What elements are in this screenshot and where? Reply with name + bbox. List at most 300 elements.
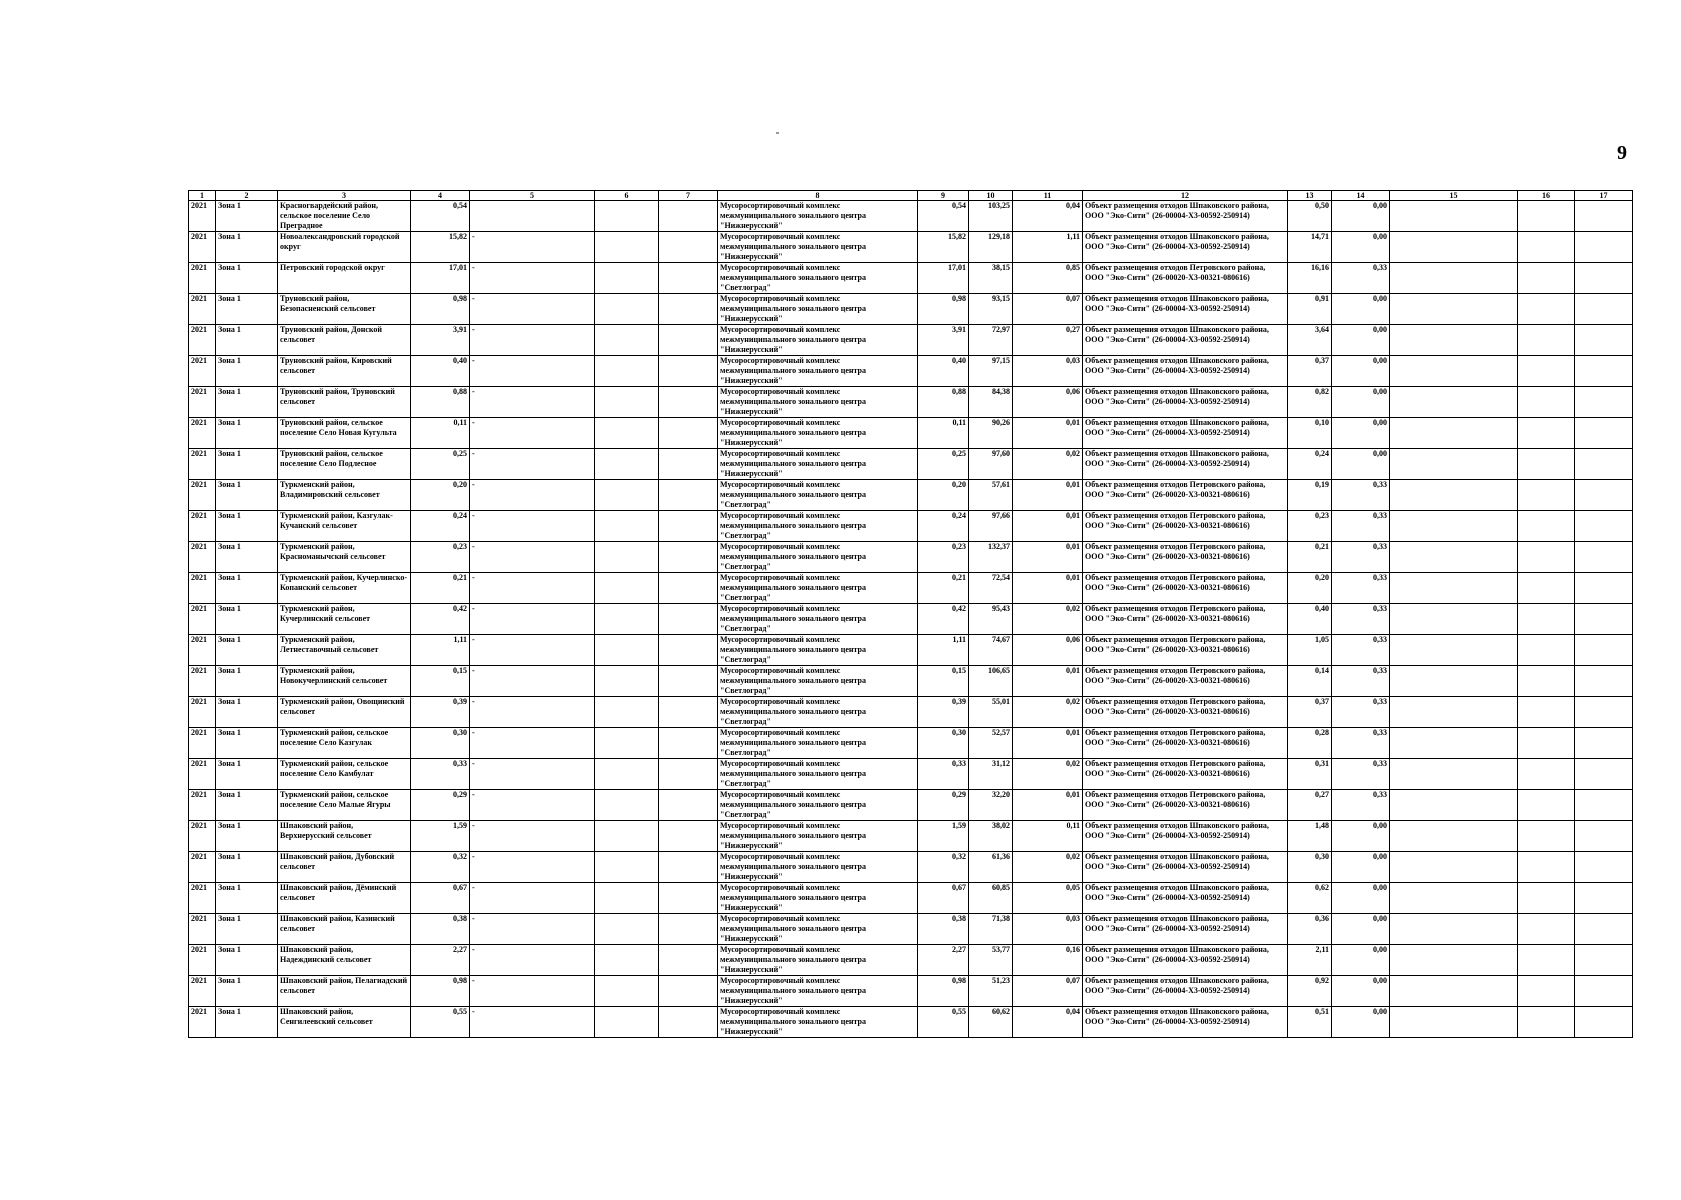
cell-zone: Зона 1 [216, 883, 278, 914]
cell-col4: 3,91 [411, 325, 470, 356]
cell-zone: Зона 1 [216, 201, 278, 232]
table-row [189, 759, 1633, 790]
cell-col14: 0,33 [1332, 511, 1390, 542]
cell-col9: 3,91 [918, 325, 969, 356]
cell-col6 [595, 635, 659, 666]
cell-col14: 0,33 [1332, 573, 1390, 604]
cell-facility: Мусоросортировочный комплекс межмуниципального зонального центра "Светлоград" [718, 604, 918, 635]
cell-territory: Шпаковский район, Сенгилеевский сельсовет [278, 1007, 411, 1038]
cell-col11: 0,85 [1013, 263, 1083, 294]
cell-col4: 0,21 [411, 573, 470, 604]
cell-col4: 0,54 [411, 201, 470, 232]
cell-col4: 1,11 [411, 635, 470, 666]
cell-col11: 0,07 [1013, 976, 1083, 1007]
cell-col11: 0,06 [1013, 387, 1083, 418]
cell-col16 [1518, 573, 1575, 604]
cell-facility: Мусоросортировочный комплекс межмуниципального зонального центра "Нижнерусский" [718, 1007, 918, 1038]
cell-year: 2021 [189, 728, 216, 759]
table-row [189, 976, 1633, 1007]
cell-facility: Мусоросортировочный комплекс межмуниципального зонального центра "Нижнерусский" [718, 232, 918, 263]
cell-col6 [595, 263, 659, 294]
cell-territory: Туркменский район, Овощинский сельсовет [278, 697, 411, 728]
cell-facility: Мусоросортировочный комплекс межмуниципального зонального центра "Нижнерусский" [718, 201, 918, 232]
cell-col15 [1390, 232, 1518, 263]
cell-year: 2021 [189, 542, 216, 573]
cell-col10: 31,12 [969, 759, 1013, 790]
cell-col4: 15,82 [411, 232, 470, 263]
cell-col17 [1575, 883, 1633, 914]
cell-col10: 61,36 [969, 852, 1013, 883]
cell-col13: 2,11 [1288, 945, 1332, 976]
cell-territory: Туркменский район, Летнеставочный сельсовет [278, 635, 411, 666]
cell-col14: 0,33 [1332, 542, 1390, 573]
cell-col13: 0,37 [1288, 697, 1332, 728]
cell-col6 [595, 573, 659, 604]
cell-col9: 0,25 [918, 449, 969, 480]
cell-col14: 0,33 [1332, 635, 1390, 666]
cell-col17 [1575, 759, 1633, 790]
cell-col11: 0,01 [1013, 418, 1083, 449]
cell-col6 [595, 759, 659, 790]
cell-col13: 14,71 [1288, 232, 1332, 263]
cell-year: 2021 [189, 852, 216, 883]
cell-year: 2021 [189, 325, 216, 356]
cell-col7 [659, 294, 718, 325]
cell-col7 [659, 697, 718, 728]
cell-col17 [1575, 573, 1633, 604]
cell-col9: 2,27 [918, 945, 969, 976]
cell-col16 [1518, 883, 1575, 914]
cell-col4: 17,01 [411, 263, 470, 294]
cell-col4: 0,39 [411, 697, 470, 728]
cell-col6 [595, 542, 659, 573]
cell-col13: 0,28 [1288, 728, 1332, 759]
cell-col9: 0,54 [918, 201, 969, 232]
cell-col10: 97,66 [969, 511, 1013, 542]
cell-facility: Мусоросортировочный комплекс межмуниципального зонального центра "Светлоград" [718, 542, 918, 573]
cell-col15 [1390, 728, 1518, 759]
cell-col9: 0,55 [918, 1007, 969, 1038]
cell-year: 2021 [189, 356, 216, 387]
cell-col13: 0,21 [1288, 542, 1332, 573]
cell-col14: 0,33 [1332, 697, 1390, 728]
cell-col17 [1575, 294, 1633, 325]
cell-col15 [1390, 449, 1518, 480]
cell-col16 [1518, 1007, 1575, 1038]
cell-col11: 0,16 [1013, 945, 1083, 976]
cell-col17 [1575, 604, 1633, 635]
cell-col6 [595, 387, 659, 418]
cell-col14: 0,00 [1332, 325, 1390, 356]
cell-col6 [595, 604, 659, 635]
cell-col11: 0,11 [1013, 821, 1083, 852]
cell-col7 [659, 883, 718, 914]
table-row [189, 697, 1633, 728]
cell-zone: Зона 1 [216, 573, 278, 604]
cell-col11: 0,02 [1013, 449, 1083, 480]
cell-col9: 0,42 [918, 604, 969, 635]
cell-disposal-object: Объект размещения отходов Петровского района, ООО "Эко-Сити" (26-00020-Х3-00321-080616) [1083, 573, 1288, 604]
cell-disposal-object: Объект размещения отходов Шпаковского района, ООО "Эко-Сити" (26-00004-Х3-00592-250914) [1083, 232, 1288, 263]
cell-territory: Шпаковский район, Надеждинский сельсовет [278, 945, 411, 976]
cell-col15 [1390, 356, 1518, 387]
cell-col9: 0,23 [918, 542, 969, 573]
cell-col17 [1575, 263, 1633, 294]
cell-col13: 0,14 [1288, 666, 1332, 697]
cell-col5: - [470, 945, 595, 976]
cell-col13: 1,05 [1288, 635, 1332, 666]
cell-col15 [1390, 387, 1518, 418]
cell-col4: 0,29 [411, 790, 470, 821]
cell-year: 2021 [189, 635, 216, 666]
cell-col14: 0,33 [1332, 666, 1390, 697]
cell-zone: Зона 1 [216, 511, 278, 542]
cell-col17 [1575, 511, 1633, 542]
cell-disposal-object: Объект размещения отходов Шпаковского района, ООО "Эко-Сити" (26-00004-Х3-00592-250914) [1083, 914, 1288, 945]
cell-col13: 0,10 [1288, 418, 1332, 449]
cell-col7 [659, 821, 718, 852]
cell-year: 2021 [189, 914, 216, 945]
cell-col4: 0,40 [411, 356, 470, 387]
cell-territory: Туркменский район, сельское поселение Село Казгулак [278, 728, 411, 759]
cell-col13: 0,91 [1288, 294, 1332, 325]
cell-territory: Туркменский район, Владимировский сельсовет [278, 480, 411, 511]
cell-col14: 0,33 [1332, 728, 1390, 759]
cell-col14: 0,00 [1332, 387, 1390, 418]
cell-col6 [595, 697, 659, 728]
column-header-14: 14 [1332, 191, 1390, 201]
table-body [189, 201, 1633, 1038]
cell-col6 [595, 232, 659, 263]
cell-col16 [1518, 387, 1575, 418]
cell-col4: 0,98 [411, 294, 470, 325]
cell-col14: 0,00 [1332, 1007, 1390, 1038]
cell-col9: 0,98 [918, 294, 969, 325]
column-header-3: 3 [278, 191, 411, 201]
cell-col4: 0,98 [411, 976, 470, 1007]
cell-col10: 57,61 [969, 480, 1013, 511]
cell-zone: Зона 1 [216, 356, 278, 387]
cell-year: 2021 [189, 480, 216, 511]
cell-col5: - [470, 1007, 595, 1038]
cell-disposal-object: Объект размещения отходов Петровского района, ООО "Эко-Сити" (26-00020-Х3-00321-080616) [1083, 790, 1288, 821]
cell-col10: 106,65 [969, 666, 1013, 697]
cell-col13: 0,62 [1288, 883, 1332, 914]
cell-territory: Труновский район, сельское поселение Село Подлесное [278, 449, 411, 480]
cell-col13: 0,50 [1288, 201, 1332, 232]
cell-col5: - [470, 883, 595, 914]
cell-zone: Зона 1 [216, 728, 278, 759]
cell-col16 [1518, 201, 1575, 232]
cell-col10: 53,77 [969, 945, 1013, 976]
cell-col17 [1575, 1007, 1633, 1038]
cell-col14: 0,33 [1332, 263, 1390, 294]
cell-col13: 0,36 [1288, 914, 1332, 945]
cell-col15 [1390, 573, 1518, 604]
column-header-6: 6 [595, 191, 659, 201]
cell-col13: 0,20 [1288, 573, 1332, 604]
cell-territory: Труновский район, Кировский сельсовет [278, 356, 411, 387]
cell-col16 [1518, 945, 1575, 976]
cell-zone: Зона 1 [216, 666, 278, 697]
cell-year: 2021 [189, 263, 216, 294]
cell-col14: 0,00 [1332, 852, 1390, 883]
cell-col17 [1575, 697, 1633, 728]
cell-col17 [1575, 666, 1633, 697]
cell-zone: Зона 1 [216, 418, 278, 449]
cell-col4: 0,38 [411, 914, 470, 945]
cell-territory: Труновский район, Безопасненский сельсовет [278, 294, 411, 325]
table-row [189, 418, 1633, 449]
cell-col13: 0,27 [1288, 790, 1332, 821]
cell-disposal-object: Объект размещения отходов Петровского района, ООО "Эко-Сити" (26-00020-Х3-00321-080616) [1083, 511, 1288, 542]
cell-col7 [659, 945, 718, 976]
cell-territory: Шпаковский район, Верхнерусский сельсовет [278, 821, 411, 852]
cell-year: 2021 [189, 511, 216, 542]
column-header-16: 16 [1518, 191, 1575, 201]
cell-col11: 0,01 [1013, 480, 1083, 511]
cell-zone: Зона 1 [216, 790, 278, 821]
cell-year: 2021 [189, 759, 216, 790]
cell-col16 [1518, 635, 1575, 666]
cell-col9: 0,29 [918, 790, 969, 821]
cell-col10: 38,02 [969, 821, 1013, 852]
cell-facility: Мусоросортировочный комплекс межмуниципального зонального центра "Светлоград" [718, 511, 918, 542]
cell-year: 2021 [189, 232, 216, 263]
cell-col15 [1390, 759, 1518, 790]
cell-zone: Зона 1 [216, 263, 278, 294]
table-row [189, 728, 1633, 759]
cell-col10: 95,43 [969, 604, 1013, 635]
cell-col5: - [470, 325, 595, 356]
cell-col13: 0,37 [1288, 356, 1332, 387]
column-header-10: 10 [969, 191, 1013, 201]
cell-disposal-object: Объект размещения отходов Петровского района, ООО "Эко-Сити" (26-00020-Х3-00321-080616) [1083, 480, 1288, 511]
cell-year: 2021 [189, 666, 216, 697]
table-row [189, 449, 1633, 480]
cell-territory: Туркменский район, Кучерлинский сельсовет [278, 604, 411, 635]
cell-col16 [1518, 511, 1575, 542]
cell-year: 2021 [189, 790, 216, 821]
cell-col11: 0,01 [1013, 511, 1083, 542]
cell-col5: - [470, 604, 595, 635]
cell-disposal-object: Объект размещения отходов Петровского района, ООО "Эко-Сити" (26-00020-Х3-00321-080616) [1083, 635, 1288, 666]
cell-col13: 0,31 [1288, 759, 1332, 790]
cell-col6 [595, 914, 659, 945]
cell-col6 [595, 356, 659, 387]
cell-disposal-object: Объект размещения отходов Петровского района, ООО "Эко-Сити" (26-00020-Х3-00321-080616) [1083, 728, 1288, 759]
cell-disposal-object: Объект размещения отходов Шпаковского района, ООО "Эко-Сити" (26-00004-Х3-00592-250914) [1083, 821, 1288, 852]
cell-territory: Туркменский район, Кучерлинско-Копанский сельсовет [278, 573, 411, 604]
cell-col17 [1575, 790, 1633, 821]
cell-col9: 0,98 [918, 976, 969, 1007]
cell-col17 [1575, 976, 1633, 1007]
cell-year: 2021 [189, 294, 216, 325]
cell-col11: 0,03 [1013, 356, 1083, 387]
cell-col17 [1575, 201, 1633, 232]
cell-col11: 1,11 [1013, 232, 1083, 263]
cell-col16 [1518, 294, 1575, 325]
cell-zone: Зона 1 [216, 852, 278, 883]
cell-zone: Зона 1 [216, 759, 278, 790]
cell-col11: 0,07 [1013, 294, 1083, 325]
cell-col6 [595, 728, 659, 759]
cell-facility: Мусоросортировочный комплекс межмуниципального зонального центра "Нижнерусский" [718, 976, 918, 1007]
cell-col15 [1390, 604, 1518, 635]
cell-col11: 0,03 [1013, 914, 1083, 945]
cell-col16 [1518, 356, 1575, 387]
waste-flow-table [188, 190, 1633, 1038]
cell-col11: 0,02 [1013, 604, 1083, 635]
table-row [189, 263, 1633, 294]
cell-col11: 0,05 [1013, 883, 1083, 914]
cell-disposal-object: Объект размещения отходов Петровского района, ООО "Эко-Сити" (26-00020-Х3-00321-080616) [1083, 604, 1288, 635]
cell-col4: 1,59 [411, 821, 470, 852]
cell-col10: 74,67 [969, 635, 1013, 666]
cell-zone: Зона 1 [216, 387, 278, 418]
cell-col17 [1575, 914, 1633, 945]
cell-col15 [1390, 1007, 1518, 1038]
column-header-9: 9 [918, 191, 969, 201]
cell-facility: Мусоросортировочный комплекс межмуниципального зонального центра "Нижнерусский" [718, 449, 918, 480]
table-row [189, 852, 1633, 883]
cell-col7 [659, 604, 718, 635]
cell-col10: 32,20 [969, 790, 1013, 821]
cell-col4: 0,25 [411, 449, 470, 480]
cell-zone: Зона 1 [216, 542, 278, 573]
cell-col14: 0,33 [1332, 759, 1390, 790]
cell-facility: Мусоросортировочный комплекс межмуниципального зонального центра "Нижнерусский" [718, 356, 918, 387]
cell-disposal-object: Объект размещения отходов Шпаковского района, ООО "Эко-Сити" (26-00004-Х3-00592-250914) [1083, 418, 1288, 449]
page-number: 9 [1617, 142, 1627, 164]
cell-col11: 0,02 [1013, 759, 1083, 790]
cell-facility: Мусоросортировочный комплекс межмуниципального зонального центра "Светлоград" [718, 263, 918, 294]
cell-disposal-object: Объект размещения отходов Петровского района, ООО "Эко-Сити" (26-00020-Х3-00321-080616) [1083, 542, 1288, 573]
cell-col9: 0,24 [918, 511, 969, 542]
cell-col13: 0,24 [1288, 449, 1332, 480]
cell-col5: - [470, 511, 595, 542]
cell-col10: 60,85 [969, 883, 1013, 914]
cell-col5: - [470, 542, 595, 573]
cell-col16 [1518, 852, 1575, 883]
cell-zone: Зона 1 [216, 914, 278, 945]
cell-year: 2021 [189, 883, 216, 914]
table-row [189, 635, 1633, 666]
cell-col7 [659, 635, 718, 666]
cell-col16 [1518, 821, 1575, 852]
cell-col10: 93,15 [969, 294, 1013, 325]
cell-disposal-object: Объект размещения отходов Шпаковского района, ООО "Эко-Сити" (26-00004-Х3-00592-250914) [1083, 449, 1288, 480]
cell-col15 [1390, 201, 1518, 232]
cell-col6 [595, 790, 659, 821]
cell-disposal-object: Объект размещения отходов Петровского района, ООО "Эко-Сити" (26-00020-Х3-00321-080616) [1083, 666, 1288, 697]
cell-col5: - [470, 263, 595, 294]
cell-year: 2021 [189, 697, 216, 728]
cell-col7 [659, 914, 718, 945]
cell-zone: Зона 1 [216, 449, 278, 480]
cell-col9: 1,59 [918, 821, 969, 852]
cell-col4: 0,32 [411, 852, 470, 883]
cell-col16 [1518, 325, 1575, 356]
column-header-2: 2 [216, 191, 278, 201]
cell-col6 [595, 511, 659, 542]
cell-col13: 0,40 [1288, 604, 1332, 635]
cell-disposal-object: Объект размещения отходов Петровского района, ООО "Эко-Сити" (26-00020-Х3-00321-080616) [1083, 263, 1288, 294]
cell-col13: 16,16 [1288, 263, 1332, 294]
cell-col17 [1575, 480, 1633, 511]
cell-col9: 0,21 [918, 573, 969, 604]
cell-col4: 0,15 [411, 666, 470, 697]
cell-col10: 97,60 [969, 449, 1013, 480]
cell-year: 2021 [189, 976, 216, 1007]
cell-col7 [659, 1007, 718, 1038]
table-row [189, 914, 1633, 945]
cell-facility: Мусоросортировочный комплекс межмуниципального зонального центра "Светлоград" [718, 697, 918, 728]
cell-col10: 60,62 [969, 1007, 1013, 1038]
cell-col7 [659, 356, 718, 387]
cell-territory: Шпаковский район, Дубовский сельсовет [278, 852, 411, 883]
cell-col15 [1390, 914, 1518, 945]
cell-col4: 0,33 [411, 759, 470, 790]
cell-col7 [659, 790, 718, 821]
cell-zone: Зона 1 [216, 821, 278, 852]
cell-facility: Мусоросортировочный комплекс межмуниципального зонального центра "Светлоград" [718, 573, 918, 604]
cell-col14: 0,00 [1332, 356, 1390, 387]
cell-col7 [659, 325, 718, 356]
cell-col11: 0,04 [1013, 201, 1083, 232]
cell-zone: Зона 1 [216, 976, 278, 1007]
cell-col16 [1518, 480, 1575, 511]
cell-disposal-object: Объект размещения отходов Шпаковского района, ООО "Эко-Сити" (26-00004-Х3-00592-250914) [1083, 976, 1288, 1007]
cell-col7 [659, 759, 718, 790]
cell-col10: 132,37 [969, 542, 1013, 573]
cell-col10: 38,15 [969, 263, 1013, 294]
cell-col6 [595, 201, 659, 232]
cell-col7 [659, 449, 718, 480]
cell-col16 [1518, 914, 1575, 945]
table-row [189, 1007, 1633, 1038]
cell-disposal-object: Объект размещения отходов Шпаковского района, ООО "Эко-Сити" (26-00004-Х3-00592-250914) [1083, 883, 1288, 914]
cell-col13: 0,51 [1288, 1007, 1332, 1038]
cell-col15 [1390, 821, 1518, 852]
cell-col5: - [470, 976, 595, 1007]
cell-col5: - [470, 666, 595, 697]
cell-col11: 0,01 [1013, 790, 1083, 821]
cell-col11: 0,01 [1013, 728, 1083, 759]
cell-col17 [1575, 418, 1633, 449]
cell-col7 [659, 232, 718, 263]
cell-col6 [595, 1007, 659, 1038]
cell-col13: 3,64 [1288, 325, 1332, 356]
cell-year: 2021 [189, 604, 216, 635]
cell-year: 2021 [189, 201, 216, 232]
cell-col10: 72,97 [969, 325, 1013, 356]
cell-col9: 0,15 [918, 666, 969, 697]
cell-col13: 0,30 [1288, 852, 1332, 883]
header-row [189, 191, 1633, 201]
cell-col17 [1575, 325, 1633, 356]
cell-col5: - [470, 294, 595, 325]
cell-col14: 0,33 [1332, 790, 1390, 821]
cell-col4: 0,24 [411, 511, 470, 542]
cell-territory: Туркменский район, Казгулак-Кучанский сельсовет [278, 511, 411, 542]
cell-col5: - [470, 697, 595, 728]
cell-col5: - [470, 852, 595, 883]
cell-facility: Мусоросортировочный комплекс межмуниципального зонального центра "Светлоград" [718, 759, 918, 790]
cell-col6 [595, 883, 659, 914]
table-row [189, 821, 1633, 852]
cell-disposal-object: Объект размещения отходов Петровского района, ООО "Эко-Сити" (26-00020-Х3-00321-080616) [1083, 697, 1288, 728]
